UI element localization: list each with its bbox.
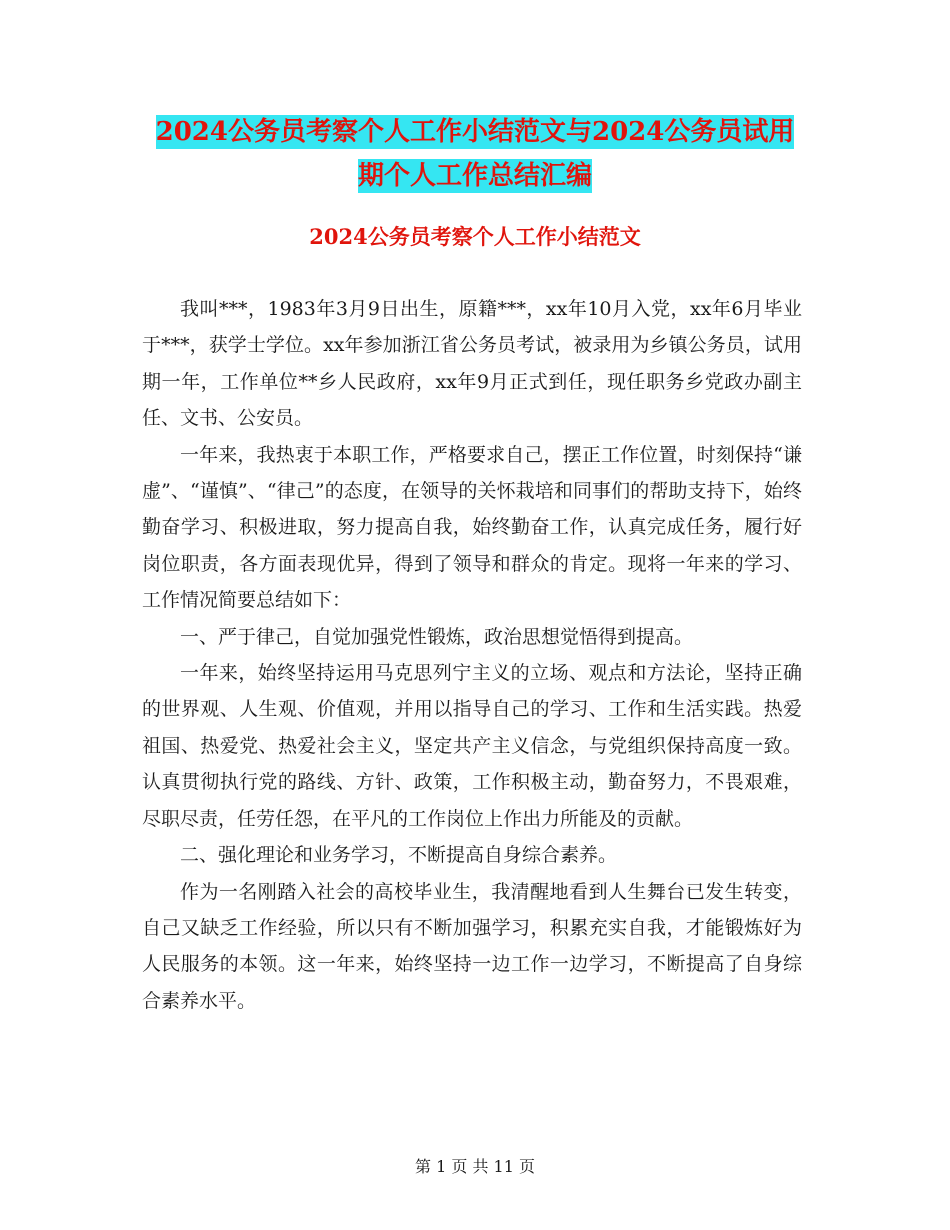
paragraph: 我叫***，1983年3月9日出生，原籍***，xx年10月入党，xx年6月毕业于***，获学士学位。xx年参加浙江省公务员考试，被录用为乡镇公务员，试用期一年，工作单位**乡人民政府，xx年9月正式到任，现任职务乡党政办副主任、文书、公安员。 — [142, 298, 802, 430]
section-heading: 一、严于律己，自觉加强党性锻炼，政治思想觉悟得到提高。 — [180, 625, 694, 648]
page-number-footer: 第 1 页 共 11 页 — [415, 1157, 535, 1176]
section-subtitle: 2024公务员考察个人工作小结范文 — [309, 224, 641, 249]
paragraph: 一年来，我热衷于本职工作，严格要求自己，摆正工作位置，时刻保持“谦虚”、“谨慎”、“律己”的态度，在领导的关怀栽培和同事们的帮助支持下，始终勤奋学习、积极进取，努力提高自我，始终勤奋工作，认真完成任务，履行好岗位职责，各方面表现优异，得到了领导和群众的肯定。现将一年来的学习、工作情况简要总结如下： — [142, 443, 802, 612]
section-heading: 二、强化理论和业务学习，不断提高自身综合素养。 — [180, 844, 618, 867]
title-line-2: 期个人工作总结汇编 — [357, 161, 592, 191]
paragraph: 作为一名刚踏入社会的高校毕业生，我清醒地看到人生舞台已发生转变，自己又缺乏工作经验，所以只有不断加强学习，积累充实自我，才能锻炼好为人民服务的本领。这一年来，始终坚持一边工作一边学习，不断提高了自身综合素养水平。 — [142, 880, 802, 1012]
title-line-1: 2024公务员考察个人工作小结范文与2024公务员试用 — [155, 117, 795, 147]
document-body — [142, 291, 802, 1019]
paragraph: 一年来，始终坚持运用马克思列宁主义的立场、观点和方法论，坚持正确的世界观、人生观、价值观，并用以指导自己的学习、工作和生活实践。热爱祖国、热爱党、热爱社会主义，坚定共产主义信念，与党组织保持高度一致。认真贯彻执行党的路线、方针、政策，工作积极主动，勤奋努力，不畏艰难，尽职尽责，任劳任怨，在平凡的工作岗位上作出力所能及的贡献。 — [142, 662, 802, 830]
document-title — [0, 110, 950, 198]
